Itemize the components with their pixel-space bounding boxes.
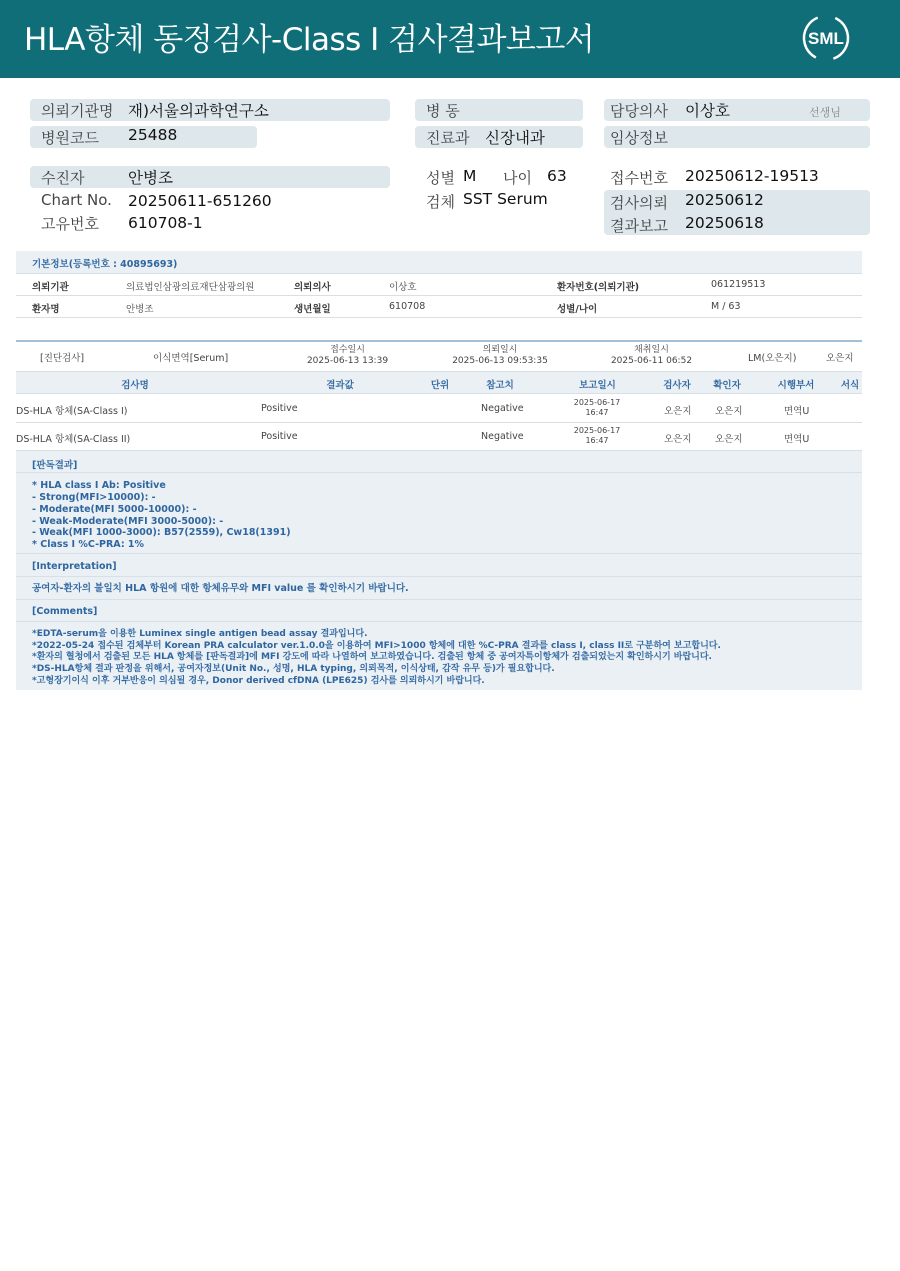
table-row-1-date: 2025-06-17: [573, 398, 621, 407]
hospital-code-value: 25488: [128, 126, 178, 144]
basic-value-name: 안병조: [126, 304, 154, 315]
table-row-1-ref: Negative: [481, 403, 524, 414]
th-unit: 단위: [430, 380, 450, 391]
reading-result-line-4: - Weak-Moderate(MFI 3000-5000): -: [32, 516, 224, 527]
ward-label: 병 동: [426, 102, 460, 120]
chart-label: Chart No.: [41, 191, 112, 209]
diag-collected-value: 2025-06-11 06:52: [610, 356, 693, 366]
diag-requested-value: 2025-06-13 09:53:35: [452, 356, 548, 366]
comment-line-1: *EDTA-serum을 이용한 Luminex single antigen bead assay 결과입니다.: [32, 629, 368, 639]
table-row-1-confirmer: 오은지: [715, 406, 743, 417]
reading-result-line-1: * HLA class I Ab: Positive: [32, 480, 166, 491]
request-value: 20250612: [685, 191, 764, 209]
table-row-1-dept: 면역U: [784, 406, 810, 417]
th-result: 결과값: [326, 380, 354, 391]
th-form: 서식: [840, 380, 860, 391]
divider: [16, 393, 862, 394]
divider: [16, 422, 862, 423]
divider: [16, 371, 862, 372]
diag-collected: [604, 345, 699, 367]
diag-person: 오은지: [826, 353, 854, 364]
comment-line-4: *DS-HLA항체 결과 판정을 위해서, 공여자정보(Unit No., 성명, HLA typing, 의뢰목적, 이식상태, 감작 유무 등)가 필요합니다.: [32, 664, 555, 674]
divider: [16, 576, 862, 577]
divider: [16, 599, 862, 600]
basic-label-institution: 의뢰기관: [32, 282, 69, 293]
diag-category: [진단검사]: [40, 353, 85, 364]
divider: [16, 340, 862, 342]
th-test-name: 검사명: [121, 380, 149, 391]
divider: [16, 273, 862, 274]
table-row-1-name: DS-HLA 항체(SA-Class I): [16, 406, 128, 417]
accession-value: 20250612-19513: [685, 167, 819, 185]
report-label: 결과보고: [610, 217, 668, 235]
table-row-2-name: DS-HLA 항체(SA-Class II): [16, 434, 131, 445]
report-value: 20250618: [685, 214, 764, 232]
table-row-2-datetime: [565, 426, 629, 446]
doctor-suffix: 선생님: [809, 106, 841, 119]
report-header: [0, 0, 900, 78]
age-label: 나이: [503, 169, 532, 187]
table-row-2-date: 2025-06-17: [573, 426, 621, 435]
interpretation-text: 공여자-환자의 불일치 HLA 항원에 대한 항체유무와 MFI value 를 확인하시기 바랍니다.: [32, 583, 409, 594]
diag-received-label: 접수일시: [330, 345, 365, 355]
sml-logo-icon: [800, 12, 852, 64]
basic-value-patient-no: 061219513: [711, 279, 766, 290]
comments-title: [Comments]: [32, 606, 98, 617]
diag-received-value: 2025-06-13 13:39: [306, 356, 389, 366]
divider: [16, 317, 862, 318]
diag-requested: [450, 345, 550, 367]
doctor-label: 담당의사: [610, 102, 668, 120]
basic-value-sex-age: M / 63: [711, 301, 741, 312]
dept-label: 진료과: [426, 129, 470, 147]
table-row-1-tester: 오은지: [664, 406, 692, 417]
unique-label: 고유번호: [41, 215, 99, 233]
divider: [16, 621, 862, 622]
institution-value: 재)서울의과학연구소: [128, 102, 269, 120]
basic-value-birth: 610708: [389, 301, 426, 312]
table-row-1-datetime: [565, 398, 629, 418]
sex-value: M: [463, 167, 477, 185]
reading-result-line-6: * Class I %C-PRA: 1%: [32, 539, 145, 550]
divider: [16, 472, 862, 473]
table-row-2-confirmer: 오은지: [715, 434, 743, 445]
table-row-1-time: 16:47: [585, 408, 609, 417]
patient-label: 수진자: [41, 169, 85, 187]
clinical-label: 임상정보: [610, 129, 668, 147]
unique-value: 610708-1: [128, 214, 203, 232]
diag-collected-label: 채취일시: [634, 345, 669, 355]
reading-result-line-3: - Moderate(MFI 5000-10000): -: [32, 504, 197, 515]
diag-specimen: 이식면역[Serum]: [153, 353, 229, 364]
comment-line-3: *환자의 혈청에서 검출된 모든 HLA 항체를 [판독결과]에 MFI 강도에 따라 나열하여 보고하였습니다. 검출된 항체 중 공여자특이항체가 검출되었는지 확인하시기 바랍니다.: [32, 652, 712, 662]
specimen-label: 검체: [426, 193, 455, 211]
hospital-code-label: 병원코드: [41, 129, 99, 147]
reading-result-title: [판독결과]: [32, 460, 78, 471]
comment-line-5: *고형장기이식 이후 거부반응이 의심될 경우, Donor derived cfDNA (LPE625) 검사를 의뢰하시기 바랍니다.: [32, 676, 485, 686]
institution-label: 의뢰기관명: [41, 102, 114, 120]
th-report-date: 보고일시: [579, 380, 616, 391]
table-row-2-time: 16:47: [585, 436, 609, 445]
interpretation-title: [Interpretation]: [32, 561, 117, 572]
basic-label-name: 환자명: [32, 304, 60, 315]
th-dept: 시행부서: [777, 380, 815, 391]
table-row-1-result: Positive: [261, 403, 298, 414]
basic-info-title: 기본정보(등록번호 : 40895693): [32, 259, 178, 270]
basic-label-patient-no: 환자번호(의뢰기관): [557, 282, 640, 293]
basic-value-institution: 의료법인삼광의료재단삼광의원: [126, 282, 255, 293]
svg-text:SML: SML: [808, 29, 844, 48]
basic-label-doctor: 의뢰의사: [294, 282, 331, 293]
basic-label-birth: 생년월일: [294, 304, 331, 315]
specimen-value: SST Serum: [463, 190, 548, 208]
chart-value: 20250611-651260: [128, 192, 272, 210]
th-reference: 참고치: [486, 380, 514, 391]
diag-lm: LM(오은지): [748, 353, 797, 364]
table-row-2-ref: Negative: [481, 431, 524, 442]
dept-value: 신장내과: [485, 129, 545, 147]
th-confirmer: 확인자: [713, 380, 741, 391]
sex-label: 성별: [426, 169, 455, 187]
diag-received: [300, 345, 395, 367]
th-tester: 검사자: [663, 380, 691, 391]
divider: [16, 553, 862, 554]
basic-label-sex-age: 성별/나이: [557, 304, 598, 315]
doctor-value: 이상호: [685, 102, 730, 120]
accession-label: 접수번호: [610, 169, 668, 187]
divider: [16, 295, 862, 296]
diag-requested-label: 의뢰일시: [482, 345, 518, 355]
reading-result-line-5: - Weak(MFI 1000-3000): B57(2559), Cw18(1391): [32, 527, 291, 538]
age-value: 63: [547, 167, 567, 185]
request-label: 검사의뢰: [610, 194, 668, 212]
patient-value: 안병조: [128, 169, 173, 187]
comment-line-2: *2022-05-24 접수된 검체부터 Korean PRA calculator ver.1.0.0을 이용하여 MFI>1000 항체에 대한 %C-PRA 결과를 class I, class II로 구분하여 보고합니다.: [32, 641, 721, 651]
basic-value-doctor: 이상호: [389, 282, 417, 293]
table-row-2-result: Positive: [261, 431, 298, 442]
reading-result-line-2: - Strong(MFI>10000): -: [32, 492, 156, 503]
table-row-2-tester: 오은지: [664, 434, 692, 445]
table-row-2-dept: 면역U: [784, 434, 810, 445]
report-title: HLA항체 동정검사-Class I 검사결과보고서: [24, 22, 595, 58]
